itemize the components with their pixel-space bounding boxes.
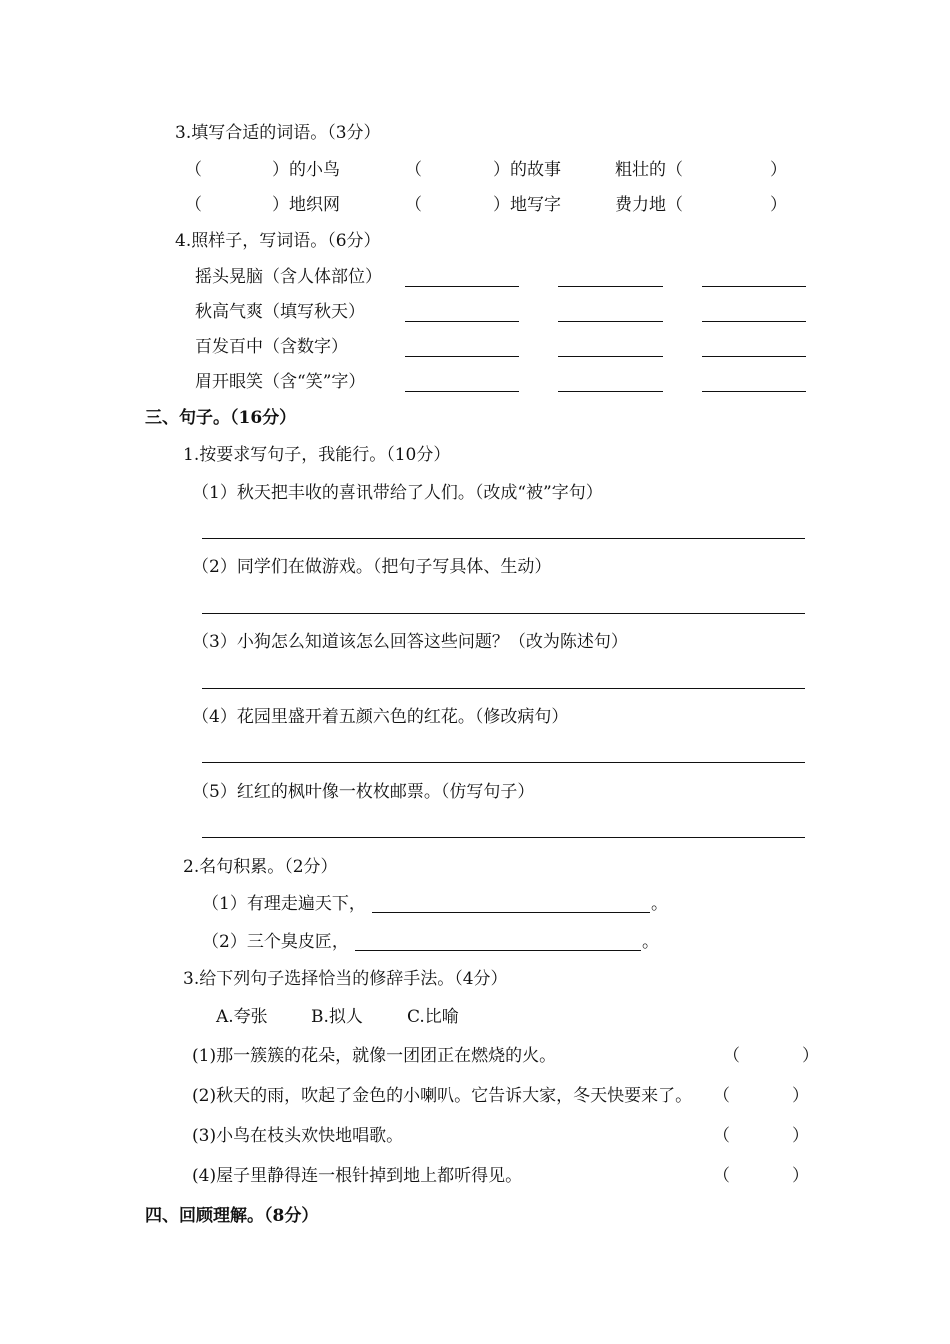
fill-label: ）地写字 (493, 195, 561, 215)
section-heading: 三、句子。（16分） (145, 408, 297, 428)
answer-blank[interactable] (372, 912, 650, 913)
example-word: 眉开眼笑（含“笑”字） (195, 372, 366, 392)
paren-close: ） (770, 160, 787, 180)
q1-title: 1.按要求写句子，我能行。（10分） (183, 445, 451, 465)
sentence-prompt: （3）小狗怎么知道该怎么回答这些问题？（改为陈述句） (192, 632, 628, 652)
answer-blank[interactable] (702, 356, 806, 357)
rhetoric-sentence: (2)秋天的雨，吹起了金色的小喇叭。它告诉大家，冬天快要来了。 (192, 1086, 693, 1106)
period: 。 (651, 894, 668, 914)
answer-blank[interactable] (405, 356, 519, 357)
answer-blank[interactable] (405, 321, 519, 322)
fill-label: ）的小鸟 (272, 160, 340, 180)
answer-blank[interactable] (405, 391, 519, 392)
fill-label: ）地织网 (272, 195, 340, 215)
q3-fill-title: 3.填写合适的词语。（3分） (175, 123, 381, 143)
paren-open: （ (713, 1166, 730, 1186)
proverb-prompt: （1）有理走遍天下， (202, 894, 366, 914)
answer-line[interactable] (202, 538, 805, 539)
answer-blank[interactable] (558, 391, 663, 392)
paren-close: ） (770, 195, 787, 215)
option-c: C.比喻 (407, 1007, 459, 1027)
rhetoric-sentence: (1)那一簇簇的花朵，就像一团团正在燃烧的火。 (192, 1046, 557, 1066)
option-b: B.拟人 (311, 1007, 363, 1027)
answer-blank[interactable] (405, 286, 519, 287)
q2-title: 2.名句积累。（2分） (183, 857, 338, 877)
answer-blank[interactable] (558, 356, 663, 357)
example-word: 秋高气爽（填写秋天） (195, 302, 365, 322)
section-heading: 四、回顾理解。（8分） (145, 1206, 319, 1226)
fill-label: 费力地（ (615, 195, 683, 215)
proverb-prompt: （2）三个臭皮匠， (202, 932, 349, 952)
fill-label: 粗壮的（ (615, 160, 683, 180)
sentence-prompt: （5）红红的枫叶像一枚枚邮票。（仿写句子） (192, 782, 535, 802)
answer-line[interactable] (202, 613, 805, 614)
answer-line[interactable] (202, 688, 805, 689)
paren-close: ） (792, 1086, 809, 1106)
example-word: 百发百中（含数字） (195, 337, 348, 357)
paren-open: （ (405, 160, 422, 180)
sentence-prompt: （1）秋天把丰收的喜讯带给了人们。（改成“被”字句） (192, 483, 603, 503)
paren-close: ） (792, 1166, 809, 1186)
example-word: 摇头晃脑（含人体部位） (195, 267, 382, 287)
paren-open: （ (713, 1086, 730, 1106)
paren-open: （ (713, 1126, 730, 1146)
option-a: A.夸张 (216, 1007, 268, 1027)
paren-open: （ (185, 160, 202, 180)
paren-open: （ (723, 1046, 740, 1066)
answer-blank[interactable] (355, 950, 641, 951)
answer-blank[interactable] (702, 391, 806, 392)
answer-blank[interactable] (702, 286, 806, 287)
q4-title: 4.照样子，写词语。（6分） (175, 231, 381, 251)
answer-blank[interactable] (558, 286, 663, 287)
answer-blank[interactable] (558, 321, 663, 322)
answer-blank[interactable] (702, 321, 806, 322)
rhetoric-sentence: (3)小鸟在枝头欢快地唱歌。 (192, 1126, 404, 1146)
answer-line[interactable] (202, 837, 805, 838)
paren-open: （ (185, 195, 202, 215)
sentence-prompt: （4）花园里盛开着五颜六色的红花。（修改病句） (192, 707, 569, 727)
paren-close: ） (792, 1126, 809, 1146)
answer-line[interactable] (202, 762, 805, 763)
fill-label: ）的故事 (493, 160, 561, 180)
q3-rhetoric-title: 3.给下列句子选择恰当的修辞手法。（4分） (183, 969, 508, 989)
paren-close: ） (802, 1046, 819, 1066)
period: 。 (642, 932, 659, 952)
paren-open: （ (405, 195, 422, 215)
rhetoric-sentence: (4)屋子里静得连一根针掉到地上都听得见。 (192, 1166, 523, 1186)
sentence-prompt: （2）同学们在做游戏。（把句子写具体、生动） (192, 557, 552, 577)
